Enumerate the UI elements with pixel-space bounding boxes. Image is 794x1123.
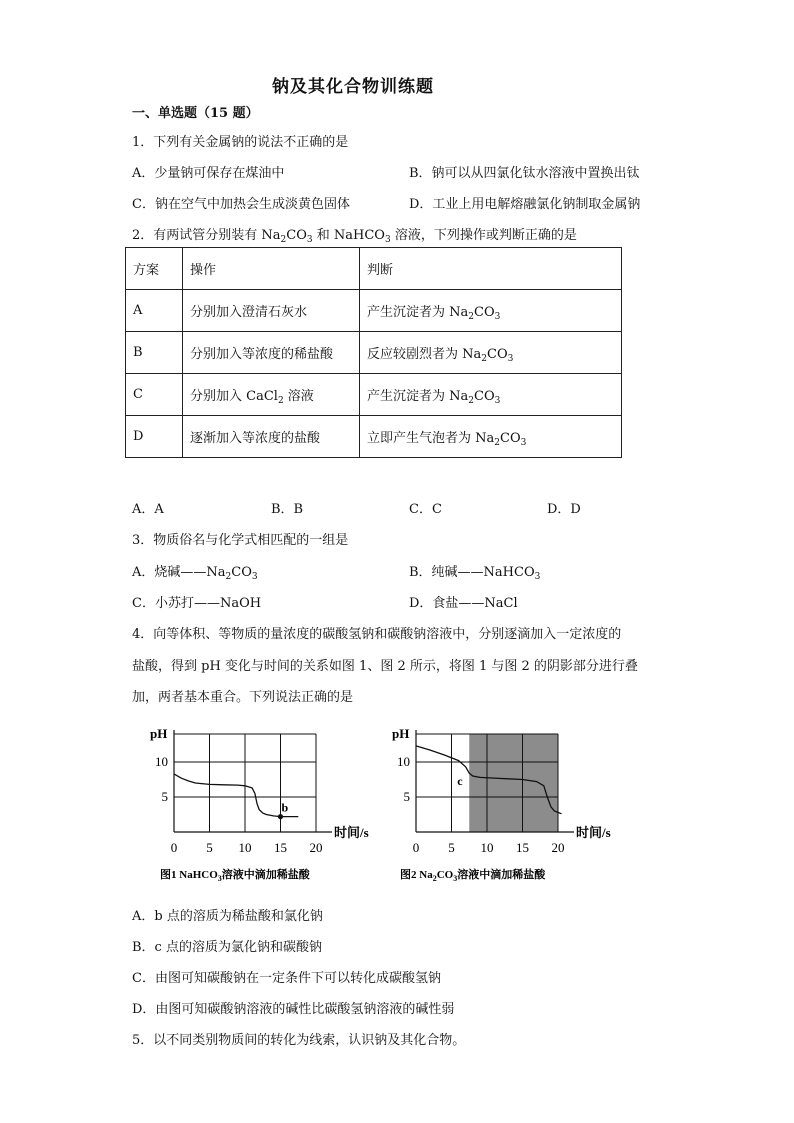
table-row xyxy=(126,374,622,416)
q2-stem: 2．有两试管分别装有 $Na_2CO_3$ 和 NaHCO$_3$ 溶液，下列操作或判断正确的是 xyxy=(132,228,577,245)
q3-option-a: A．烧碱$——Na_2CO_3$ xyxy=(132,565,258,582)
table-header-op: 操作 xyxy=(183,248,360,290)
x-axis-label: 时间/s xyxy=(576,825,611,840)
table-cell-judge: 产生沉淀者为 $Na_2CO_3$ xyxy=(360,290,622,332)
shaded-region xyxy=(469,734,558,832)
point-label-b: b xyxy=(281,800,289,815)
caption-subscript: 3 xyxy=(453,874,458,883)
table-cell-op: 分别加入等浓度的稀盐酸 xyxy=(183,332,360,374)
y-tick-label: 10 xyxy=(397,754,410,769)
table-cell-plan: A xyxy=(126,290,183,332)
y-tick-label: 5 xyxy=(161,789,168,804)
table-cell-plan: B xyxy=(126,332,183,374)
data-series-line xyxy=(174,774,298,817)
table-cell-op: 分别加入澄清石灰水 xyxy=(183,290,360,332)
q1-option-b: B．钠可以从四氯化钛水溶液中置换出钛 xyxy=(409,166,640,181)
q4-stem-line2: 盐酸，得到 pH 变化与时间的关系如图 1、图 2 所示，将图 1 与图 2 的阴影部分进行叠 xyxy=(132,659,638,674)
caption-text: CO xyxy=(436,869,454,881)
q4-stem-line3: 加，两者基本重合。下列说法正确的是 xyxy=(132,690,354,705)
q5-stem: 5．以不同类别物质间的转化为线索，认识钠及其化合物。 xyxy=(132,1033,466,1048)
x-tick-label: 20 xyxy=(551,840,565,855)
q1-option-c: C．钠在空气中加热会生成淡黄色固体 xyxy=(132,197,350,212)
table-header-judge: 判断 xyxy=(360,248,622,290)
q2-answer-c: C．C xyxy=(409,502,442,517)
q4-option-d: D．由图可知碳酸钠溶液的碱性比碳酸氢钠溶液的碱性弱 xyxy=(132,1002,455,1017)
caption-text: 图1 NaHCO xyxy=(160,869,218,881)
table-row xyxy=(126,416,622,458)
figure-2-chart xyxy=(382,718,622,884)
x-tick-label: 5 xyxy=(448,840,455,855)
figure-caption xyxy=(160,867,311,883)
x-tick-label: 15 xyxy=(274,840,287,855)
table-cell-plan: C xyxy=(126,374,183,416)
q2-answer-d: D．D xyxy=(547,502,581,517)
page-title: 钠及其化合物训练题 xyxy=(272,77,434,97)
x-axis-label: 时间/s xyxy=(334,825,369,840)
x-tick-label: 10 xyxy=(238,840,252,855)
q4-option-c: C．由图可知碳酸钠在一定条件下可以转化成碳酸氢钠 xyxy=(132,971,441,986)
caption-subscript: 2 xyxy=(432,874,437,883)
x-tick-label: 15 xyxy=(516,840,529,855)
caption-text: 图2 Na xyxy=(400,869,433,881)
table-row xyxy=(126,290,622,332)
x-tick-label: 0 xyxy=(170,840,178,855)
table-cell-judge: 反应较剧烈者为 $Na_2CO_3$ xyxy=(360,332,622,374)
q4-option-b: B．c 点的溶质为氯化钠和碳酸钠 xyxy=(132,940,322,955)
y-tick-label: 5 xyxy=(403,789,410,804)
table-header-plan: 方案 xyxy=(126,248,183,290)
caption-subscript: 3 xyxy=(217,874,222,883)
table-cell-op: 逐渐加入等浓度的盐酸 xyxy=(183,416,360,458)
table-cell-judge: 产生沉淀者为 $Na_2CO_3$ xyxy=(360,374,622,416)
point-label-c: c xyxy=(457,774,463,789)
y-axis-label: pH xyxy=(150,726,168,741)
caption-text: 溶液中滴加稀盐酸 xyxy=(457,869,546,881)
q4-option-a: A．b 点的溶质为稀盐酸和氯化钠 xyxy=(132,909,323,924)
table-header-row xyxy=(126,248,622,290)
table-row xyxy=(126,332,622,374)
q2-answer-a: A．A xyxy=(132,502,164,517)
x-tick-label: 20 xyxy=(309,840,323,855)
x-tick-label: 0 xyxy=(412,840,420,855)
section-header: 一、单选题（15 题） xyxy=(132,106,259,121)
table-cell-judge: 立即产生气泡者为 $Na_2CO_3$ xyxy=(360,416,622,458)
figure-caption xyxy=(400,867,546,883)
q4-stem-line1: 4．向等体积、等物质的量浓度的碳酸氢钠和碳酸钠溶液中，分别逐滴加入一定浓度的 xyxy=(132,627,622,642)
figure-1-chart xyxy=(140,718,370,884)
x-tick-label: 5 xyxy=(206,840,213,855)
q3-option-d: D．食盐——NaCl xyxy=(409,596,518,611)
q3-option-c: C．小苏打——NaOH xyxy=(132,596,262,611)
q1-option-d: D．工业上用电解熔融氯化钠制取金属钠 xyxy=(409,197,641,212)
y-tick-label: 10 xyxy=(155,754,168,769)
x-tick-label: 10 xyxy=(480,840,494,855)
caption-text: 溶液中滴加稀盐酸 xyxy=(221,869,310,881)
q3-stem: 3．物质俗名与化学式相匹配的一组是 xyxy=(132,533,349,548)
q1-stem: 1．下列有关金属钠的说法不正确的是 xyxy=(132,135,349,150)
q2-answer-b: B．B xyxy=(271,502,304,517)
table-cell-op: 分别加入 CaCl$_2$ 溶液 xyxy=(183,374,360,416)
y-axis-label: pH xyxy=(392,726,410,741)
q1-option-a: A．少量钠可保存在煤油中 xyxy=(132,166,285,181)
q3-option-b: B．纯碱——NaHCO$_3$ xyxy=(409,565,541,582)
q2-table xyxy=(125,247,622,458)
table-cell-plan: D xyxy=(126,416,183,458)
data-point-b xyxy=(278,814,283,819)
